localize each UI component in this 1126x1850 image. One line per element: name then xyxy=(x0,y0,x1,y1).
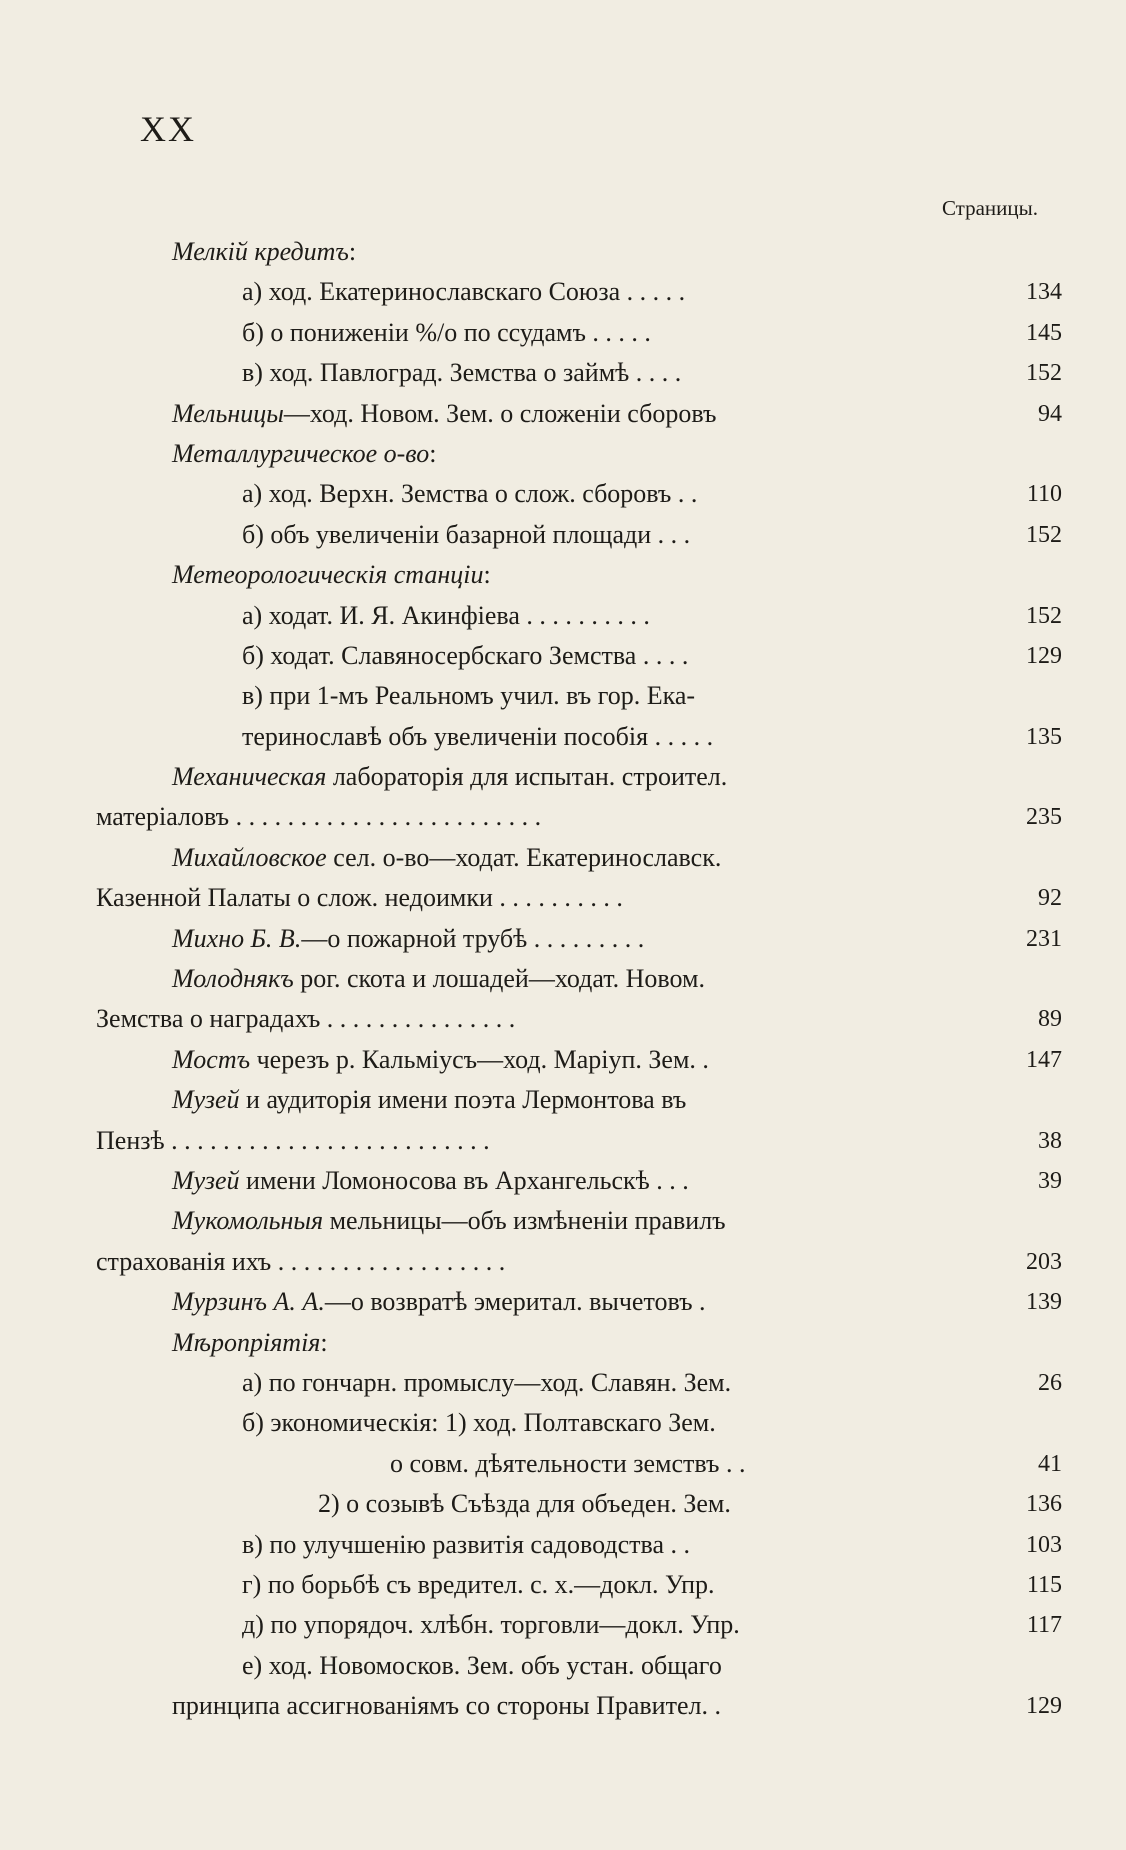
entry-text xyxy=(96,1121,490,1161)
index-entry xyxy=(0,1040,1126,1080)
entry-page-number: 103 xyxy=(1026,1531,1062,1558)
entry-text xyxy=(172,434,436,474)
pages-column-heading: Страницы. xyxy=(941,196,1038,220)
index-entry xyxy=(0,1565,1126,1605)
index-entry xyxy=(0,1121,1126,1161)
entry-page-number: 89 xyxy=(1038,1006,1062,1033)
entry-description: матеріаловъ . . . . . . . . . . . . . . . . . . . . . . . . xyxy=(96,802,542,832)
entry-description: : xyxy=(483,560,491,590)
entry-heading: Михно Б. В. xyxy=(172,923,302,953)
entry-text xyxy=(242,1363,731,1403)
index-entry xyxy=(0,838,1126,878)
index-entry xyxy=(0,434,1126,474)
entry-page-number: 139 xyxy=(1026,1289,1062,1316)
entry-page-number: 152 xyxy=(1026,602,1062,629)
entry-heading: Метеорологическія станціи xyxy=(172,560,484,590)
entry-description: мельницы—объ измѣненіи правилъ xyxy=(323,1206,726,1236)
entry-page-number: 135 xyxy=(1026,723,1062,750)
entry-description: Земства о наградахъ . . . . . . . . . . . . . . . xyxy=(96,1004,516,1034)
entry-description: принципа ассигнованіямъ со стороны Правител. . xyxy=(172,1691,721,1721)
entry-page-number: 145 xyxy=(1026,319,1062,346)
entry-description: а) ходат. И. Я. Акинфіева . . . . . . . . . . xyxy=(242,600,650,630)
entry-heading: Мелкій кредитъ xyxy=(172,237,349,266)
entry-text xyxy=(390,1444,745,1484)
entry-heading: Мурзинъ А. А. xyxy=(172,1287,325,1317)
entry-page-number: 147 xyxy=(1026,1046,1062,1073)
entry-page-number: 235 xyxy=(1026,804,1062,831)
entry-page-number: 136 xyxy=(1026,1491,1062,1518)
entry-heading: Молоднякъ xyxy=(172,964,294,994)
entry-page-number: 152 xyxy=(1026,521,1062,548)
entry-heading: Михайловское xyxy=(172,842,327,872)
entry-page-number: 38 xyxy=(1038,1127,1062,1154)
index-entry xyxy=(0,232,1126,272)
entry-text xyxy=(242,272,685,312)
index-entry xyxy=(0,676,1126,716)
entry-page-number: 231 xyxy=(1026,925,1062,952)
index-entry xyxy=(0,1525,1126,1565)
entry-description: в) по улучшенію развитія садоводства . . xyxy=(242,1529,691,1559)
entry-text xyxy=(172,555,491,595)
index-entry xyxy=(0,1201,1126,1241)
entry-description: а) по гончарн. промыслу—ход. Славян. Зем. xyxy=(242,1367,732,1397)
index-entry xyxy=(0,474,1126,514)
entry-text xyxy=(96,797,541,837)
entry-description: —о возвратѣ эмеритал. вычетовъ . xyxy=(324,1287,706,1317)
index-entry xyxy=(0,555,1126,595)
page-number: XX xyxy=(140,109,196,149)
entry-description: имени Ломоносова въ Архангельскѣ . . . xyxy=(239,1165,689,1195)
entry-text xyxy=(96,1242,505,1282)
index-entry xyxy=(0,353,1126,393)
entry-description: и аудиторія имени поэта Лермонтова въ xyxy=(239,1085,687,1115)
entry-description: е) ход. Новомосков. Зем. объ устан. общаго xyxy=(242,1650,722,1680)
entry-text xyxy=(242,1403,716,1443)
entry-page-number: 92 xyxy=(1038,885,1062,912)
entry-description: о совм. дѣятельности земствъ . . xyxy=(390,1448,746,1478)
entry-page-number: 203 xyxy=(1026,1248,1062,1275)
index-entry xyxy=(0,1080,1126,1120)
index-entry xyxy=(0,999,1126,1039)
entry-text xyxy=(172,757,727,797)
entry-heading: Механическая xyxy=(172,762,327,792)
entry-heading: Музей xyxy=(172,1085,240,1115)
index-entry xyxy=(0,1686,1126,1726)
entry-description: б) объ увеличеніи базарной площади . . . xyxy=(242,519,691,549)
index-entry xyxy=(0,1323,1126,1363)
entry-text xyxy=(242,717,713,757)
entry-page-number: 110 xyxy=(1026,481,1062,508)
entry-text xyxy=(172,919,644,959)
entry-text xyxy=(242,515,690,555)
index-entry xyxy=(0,596,1126,636)
entry-page-number: 129 xyxy=(1026,1693,1062,1720)
entry-text xyxy=(242,1605,740,1645)
entry-heading: Мельницы xyxy=(172,398,284,428)
entry-text xyxy=(172,1201,726,1241)
entry-heading: Музей xyxy=(172,1165,240,1195)
entry-text xyxy=(318,1484,731,1524)
index-entry xyxy=(0,1403,1126,1443)
entry-text xyxy=(242,474,697,514)
index-entry xyxy=(0,1242,1126,1282)
index-entry xyxy=(0,1444,1126,1484)
entry-description: —о пожарной трубѣ . . . . . . . . . xyxy=(301,923,645,953)
entry-page-number: 129 xyxy=(1026,642,1062,669)
index-entry xyxy=(0,757,1126,797)
entry-text xyxy=(172,1686,721,1726)
index-entry xyxy=(0,878,1126,918)
entry-description: б) о пониженіи %/о по ссудамъ . . . . . xyxy=(242,317,651,347)
entry-description: Казенной Палаты о слож. недоимки . . . . . . . . . . xyxy=(96,883,623,913)
entry-text xyxy=(172,1040,709,1080)
entry-page-number: 94 xyxy=(1038,400,1062,427)
entry-text xyxy=(172,1323,328,1363)
entry-description: 2) о созывѣ Съѣзда для объеден. Зем. xyxy=(318,1489,731,1519)
entry-text xyxy=(242,353,681,393)
entry-page-number: 41 xyxy=(1038,1450,1062,1477)
index-entry xyxy=(0,1363,1126,1403)
entry-description: б) экономическія: 1) ход. Полтавскаго Зем. xyxy=(242,1408,716,1438)
index-entry xyxy=(0,1282,1126,1322)
entry-description: а) ход. Екатеринославскаго Союза . . . . . xyxy=(242,277,686,307)
entry-text xyxy=(242,1646,722,1686)
entry-heading: Металлургическое о-во xyxy=(172,438,430,468)
index-entry xyxy=(0,1605,1126,1645)
entry-description: а) ход. Верхн. Земства о слож. сборовъ . . xyxy=(242,479,698,509)
entry-description: в) ход. Павлоград. Земства о займѣ . . . . xyxy=(242,358,682,388)
entry-text xyxy=(172,1080,686,1120)
entry-text xyxy=(172,1282,706,1322)
entry-text xyxy=(96,999,515,1039)
index-entry xyxy=(0,1646,1126,1686)
entry-page-number: 115 xyxy=(1026,1571,1062,1598)
entry-page-number: 26 xyxy=(1038,1369,1062,1396)
entry-text xyxy=(242,313,651,353)
index-entry xyxy=(0,394,1126,434)
index-entry xyxy=(0,515,1126,555)
entry-heading: Мостъ xyxy=(172,1044,251,1074)
entry-text xyxy=(242,676,695,716)
entry-text xyxy=(172,1161,689,1201)
entry-description: сел. о-во—ходат. Екатеринославск. xyxy=(326,842,722,872)
entry-description: в) при 1-мъ Реальномъ учил. въ гор. Ека- xyxy=(242,681,696,711)
entry-text xyxy=(172,232,356,272)
index-entry xyxy=(0,797,1126,837)
entry-page-number: 39 xyxy=(1038,1167,1062,1194)
entry-description: черезъ р. Кальміусъ—ход. Маріуп. Зем. . xyxy=(250,1044,709,1074)
entry-description: : xyxy=(320,1327,328,1357)
entry-page-number: 117 xyxy=(1026,1612,1062,1639)
entry-page-number: 152 xyxy=(1026,360,1062,387)
entry-description: : xyxy=(429,438,437,468)
entry-text xyxy=(242,1525,690,1565)
entry-text xyxy=(242,1565,715,1605)
entry-text xyxy=(242,636,688,676)
index-entry xyxy=(0,717,1126,757)
index-entry xyxy=(0,313,1126,353)
entry-description: рог. скота и лошадей—ходат. Новом. xyxy=(293,964,705,994)
index-entry xyxy=(0,919,1126,959)
entry-text xyxy=(242,596,650,636)
index-entry xyxy=(0,1484,1126,1524)
index-entries xyxy=(0,232,1126,1726)
entry-heading: Мукомольныя xyxy=(172,1206,324,1236)
entry-heading: Мѣропріятія xyxy=(172,1327,321,1357)
entry-text xyxy=(172,959,705,999)
entry-description: Пензѣ . . . . . . . . . . . . . . . . . . . . . . . . . xyxy=(96,1125,490,1155)
entry-page-number: 134 xyxy=(1026,279,1062,306)
index-entry xyxy=(0,959,1126,999)
entry-description: —ход. Новом. Зем. о сложеніи сборовъ xyxy=(283,398,717,428)
entry-text xyxy=(96,878,623,918)
index-entry xyxy=(0,1161,1126,1201)
entry-text xyxy=(172,838,721,878)
entry-description: д) по упорядоч. хлѣбн. торговли—докл. Упр. xyxy=(242,1610,740,1640)
entry-description: б) ходат. Славяносербскаго Земства . . . . xyxy=(242,640,689,670)
index-entry xyxy=(0,636,1126,676)
entry-description: страхованія ихъ . . . . . . . . . . . . . . . . . . xyxy=(96,1246,506,1276)
entry-description: теринославѣ объ увеличеніи пособія . . . . . xyxy=(242,721,714,751)
entry-description: г) по борьбѣ съ вредител. с. х.—докл. Упр. xyxy=(242,1569,715,1599)
index-entry xyxy=(0,272,1126,312)
entry-text xyxy=(172,394,716,434)
entry-description: лабораторія для испытан. строител. xyxy=(326,762,728,792)
entry-description: : xyxy=(348,237,357,266)
